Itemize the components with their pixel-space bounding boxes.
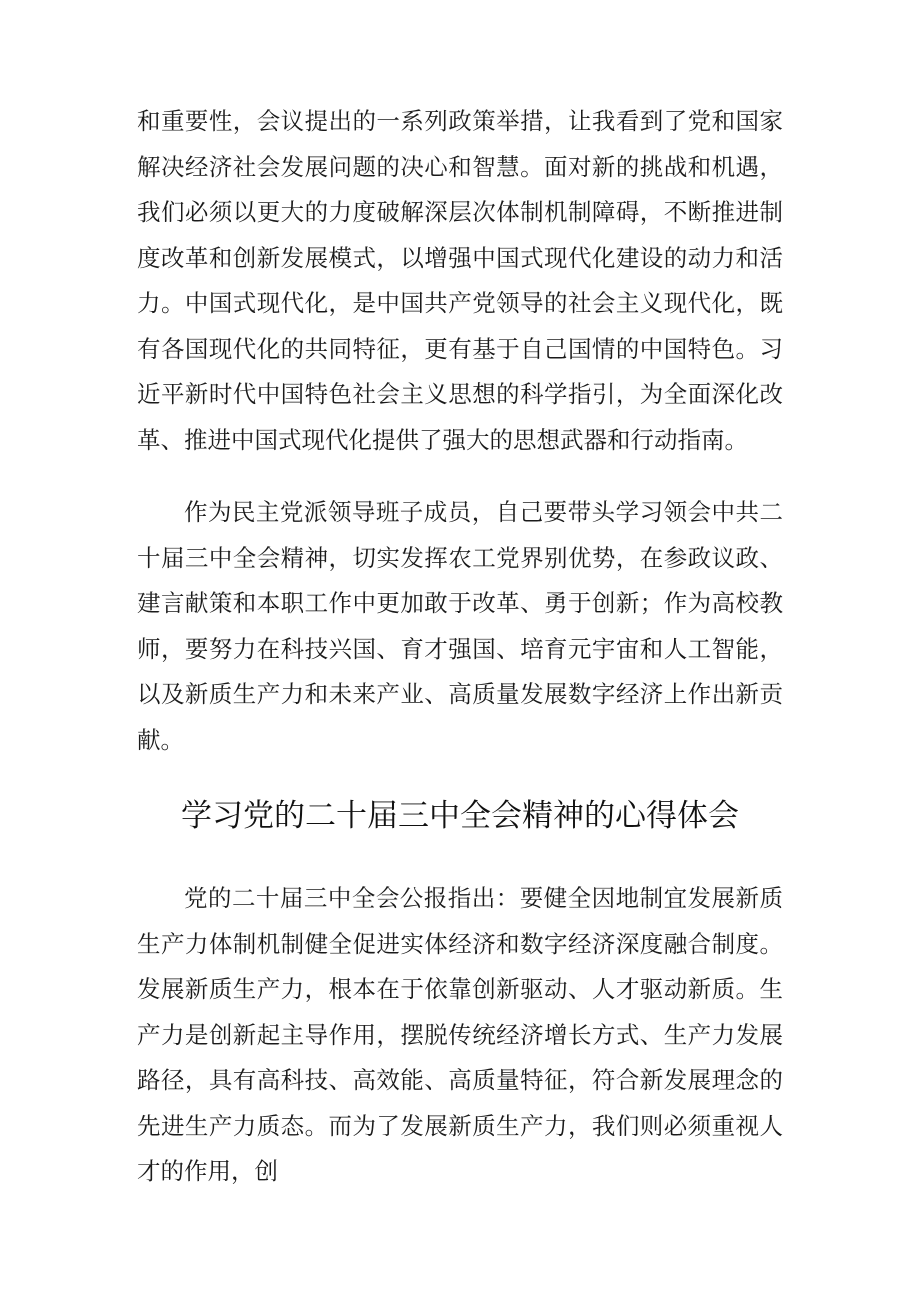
paragraph-party-member: 作为民主党派领导班子成员，自己要带头学习领会中共二十届三中全会精神，切实发挥农工党界别优势，在参政议政、建言献策和本职工作中更加敢于改革、勇于创新；作为高校教师，要努力在科技兴国、育才强国、培育元宇宙和人工智能，以及新质生产力和未来产业、高质量发展数字经济上作出新贡献。 — [137, 498, 783, 754]
paragraph-new-productivity: 党的二十届三中全会公报指出：要健全因地制宜发展新质生产力体制机制健全促进实体经济和数字经济深度融合制度。发展新质生产力，根本在于依靠创新驱动、人才驱动新质。生产力是创新起主导作用，摆脱传统经济增长方式、生产力发展路径，具有高科技、高效能、高质量特征，符合新发展理念的先进生产力质态。而为了发展新质生产力，我们则必须重视人才的作用，创 — [137, 884, 783, 1185]
paragraph-continuation: 和重要性，会议提出的一系列政策举措，让我看到了党和国家解决经济社会发展问题的决心和智慧。面对新的挑战和机遇，我们必须以更大的力度破解深层次体制机制障碍，不断推进制度改革和创新发展模式，以增强中国式现代化建设的动力和活力。中国式现代化，是中国共产党领导的社会主义现代化，既有各国现代化的共同特征，更有基于自己国情的中国特色。习近平新时代中国特色社会主义思想的科学指引，为全面深化改革、推进中国式现代化提供了强大的思想武器和行动指南。 — [137, 107, 783, 454]
section-heading: 学习党的二十届三中全会精神的心得体会 — [181, 798, 739, 834]
